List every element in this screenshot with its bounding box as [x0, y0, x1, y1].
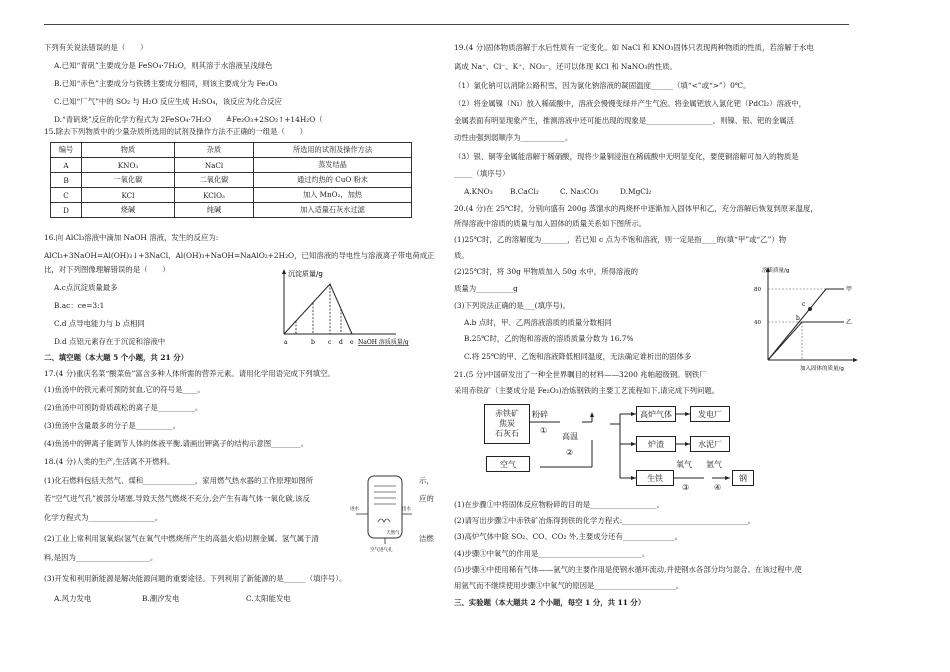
- table-row: [51, 203, 412, 218]
- flow-label-oxygen: 氧气: [676, 460, 692, 469]
- point-c-label: c: [802, 301, 806, 308]
- q20-line-3: (1)25℃时，乙的溶解度为_______，若已知 c 点为不饱和溶液，则一定是指____的(填“甲”或“乙”）物: [454, 235, 787, 244]
- q20-line-2: 所得溶液中溶质的质量与加入固体的质量关系如下图所示。: [454, 219, 647, 228]
- heater-coils: [374, 486, 396, 504]
- flow-steel-label: 钢: [739, 473, 747, 483]
- graph-point-b: b: [311, 339, 315, 346]
- q21-line-q6: 用氩气而不继续使用步骤③中氧气的原因是______________________。: [454, 581, 684, 590]
- flow-step-1: ①: [540, 426, 548, 435]
- q19-option-c: C. Na₂CO₃: [560, 187, 599, 196]
- graph-point-a: a: [284, 339, 288, 346]
- graph-tick-80: 80: [754, 287, 761, 293]
- q18-line-2: 若“空气进气孔”被部分堵塞,导致天然气燃烧不充分,会产生有毒气体一氧化碳,该反: [44, 494, 310, 503]
- q19-option-b: B.CaCl₂: [510, 187, 539, 196]
- flow-pig-iron-label: 生铁: [647, 473, 663, 483]
- table-cell: 一氧化碳: [82, 173, 175, 188]
- flow-box-steel: [732, 470, 754, 486]
- q18-option-b: B.潮汐发电: [142, 594, 180, 603]
- table-cell: 烧碱: [82, 203, 175, 218]
- table-cell: KCl: [82, 188, 175, 203]
- flow-raw-1: 赤铁矿: [495, 409, 519, 418]
- flow-power-plant-label: 发电厂: [698, 409, 722, 419]
- q14-option-b: B.已知“赤色”主要成分与铁锈主要成分相同，则该主要成分为 Fe₂O₃: [54, 79, 278, 88]
- q14-option-c: C.已知“厂气”中的 SO₂ 与 H₂O 反应生成 H₂SO₄，该反应为化合反应: [54, 97, 282, 106]
- q18-option-c: C.太阳能发电: [246, 594, 291, 603]
- q20-option-a: A.b 点时，甲、乙两溶液溶质的质量分数相同: [464, 318, 612, 327]
- graph-point-d: d: [339, 339, 343, 346]
- flow-step-3: ③: [682, 483, 690, 492]
- q20-option-b: B.25℃时，乙的饱和溶液的溶质质量分数为 16.7%: [464, 334, 634, 343]
- q21-line-q1: (1)在步骤①中将固体反应物粉碎的目的是__________________。: [454, 500, 665, 509]
- table-cell: 二氧化碳: [175, 173, 254, 188]
- section-3-title: 三、实验题（本大题共 2 个小题，每空 1 分，共 11 分）: [454, 598, 646, 607]
- q18-line-1-end: 示，: [419, 476, 434, 485]
- q19-line-6: 动性由强到弱顺序为____________。: [454, 133, 573, 142]
- flow-slag-label: 炉渣: [648, 439, 664, 449]
- q21-line-q3: (3)高炉气体中除 SO₂、CO、CO₂ 外,主要成分还有______________。: [454, 532, 682, 541]
- q16-stem: 16.向 AlCl₃溶液中滴加 NaOH 溶液，发生的反应为:: [44, 233, 219, 242]
- q18-line-2-end: 应的: [419, 494, 434, 503]
- q15-table: [50, 142, 412, 218]
- table-cell: KNO₃: [82, 158, 175, 173]
- q18-line-3: 化学方程式为__________________。: [44, 513, 163, 522]
- graph-curve: [284, 284, 352, 334]
- table-header: 编号: [51, 143, 82, 158]
- flow-box-air: [486, 456, 530, 472]
- q19-line-8: _____（填序号）: [454, 169, 510, 178]
- q20-stem: 20.(4 分)在 25℃时，分别向盛有 200g 蒸馏水的两烧杯中逐渐加入固体甲和乙，充分溶解后恢复到原来温度，: [454, 204, 818, 213]
- q20-option-c: C.将 25℃的甲、乙饱和溶液降低相同温度，无法确定谁析出的固体多: [464, 352, 692, 361]
- graph-x-label: 加入固体的质量/g: [800, 366, 844, 372]
- flow-air-label: 空气: [500, 459, 516, 469]
- graph-point-e: e: [350, 339, 354, 346]
- q17-line-3: (3)鱼汤中含量最多的分子是__________。: [44, 421, 181, 430]
- flow-box-slag: [636, 436, 676, 452]
- q18-stem: 18.(4 分)人类的生产,生活离不开燃料。: [44, 457, 175, 466]
- q20-solubility-graph: [740, 262, 860, 374]
- series-jia-label: 甲: [846, 286, 853, 293]
- q18-line-5: 料,是因为____________________。: [44, 553, 158, 562]
- table-cell: A: [51, 158, 82, 173]
- table-header: 杂质: [175, 143, 254, 158]
- heater-outlet-label: 出水: [402, 507, 411, 512]
- flame-icon: [378, 519, 390, 522]
- q19-line-3: （1）氯化钠可以消除公路积雪，因为氯化钠溶液的凝固温度______（填“<”或“>”）0℃。: [454, 81, 751, 90]
- q17-line-1: (1)鱼汤中的铁元素可预防贫血,它的符号是____。: [44, 385, 205, 394]
- table-cell: NaCl: [175, 158, 254, 173]
- q16-option-b: B.ac：ce=3:1: [54, 301, 105, 310]
- table-cell: C: [51, 188, 82, 203]
- flow-step-4: ④: [714, 483, 722, 492]
- q15-stem: 15.除去下列物质中的少量杂质所选用的试剂及操作方法不正确的一组是（ ）: [44, 127, 308, 136]
- table-cell: 加入 MnO₂，加热: [254, 188, 412, 203]
- q20-line-7: (3)下列说法正确的是___(填序号)。: [454, 301, 571, 310]
- q16-stem2: 比，对下列图像理解错误的是（ ）: [44, 265, 170, 274]
- q19-stem: 19.(4 分)固体物质溶解于水后性质有一定变化。如 NaCl 和 KNO₃固体只表现两种物质的性质，若溶解于水电: [454, 43, 814, 52]
- point-c: [808, 307, 812, 311]
- top-rule: [44, 24, 849, 25]
- q20-line-5: (2)25℃时，将 30g 甲物质加入 50g 水中，所得溶液的: [454, 267, 639, 276]
- flow-box-raw-materials: [484, 404, 530, 444]
- q21-line-q5: (5)步骤④中使用稀有气体——氩气的主要作用是使钢水循环流动,并使钢水各部分均匀混合。在该过程中,使: [454, 565, 802, 574]
- series-yi-label: 乙: [846, 319, 853, 326]
- table-row: [51, 188, 412, 203]
- q17-line-4: (4)鱼汤中的钾离子能调节人体的体液平衡,请画出钾离子的结构示意图________。: [44, 439, 309, 448]
- heater-gas-label: 天然气: [386, 531, 400, 536]
- section-2-title: 二、填空题（本大题 5 个小题，共 21 分）: [44, 353, 188, 362]
- graph-x-label: NaOH 溶质质量/g: [358, 339, 409, 346]
- q18-line-4: (2)工业上常利用氢氧焰(氢气在氧气中燃烧所产生的高温火焰)切割金属。氢气属于清: [44, 534, 319, 543]
- heater-air-label: 空气进气孔: [370, 548, 393, 553]
- table-cell: KClO₃: [175, 188, 254, 203]
- q16-graph: [276, 266, 412, 346]
- q21-line-q4: (4)步骤③中氧气的作用是____________________________。: [454, 549, 650, 558]
- q20-line-4: 质。: [454, 251, 469, 260]
- table-row: [51, 173, 412, 188]
- table-cell: D: [51, 203, 82, 218]
- table-cell: 蒸发结晶: [254, 158, 412, 173]
- flow-label-high-temp: 高温: [562, 432, 578, 441]
- flow-label-argon: 氩气: [706, 460, 722, 469]
- q19-line-2: 离成 Na⁺、Cl⁻、K⁺、NO₃⁻，还可以体现 KCl 和 NaNO₃的性质。: [454, 62, 677, 71]
- arrow-icon: [725, 476, 730, 480]
- q18-line-1: (1)化石燃料包括天然气、煤和______________，家用燃气热水器的工作原理如图所: [44, 476, 314, 485]
- table-header-row: [51, 143, 412, 158]
- point-b-label: b: [796, 315, 800, 322]
- table-row: [51, 158, 412, 173]
- q14-option-a: A.已知“青矾”主要成分是 FeSO₄·7H₂O，则其溶于水溶液呈浅绿色: [54, 61, 273, 70]
- flow-label-powder: 粉碎: [532, 410, 548, 419]
- flow-step-2: ②: [566, 448, 574, 457]
- flow-furnace-gas-label: 高炉气体: [640, 409, 672, 419]
- q18-line-4-end: 洁燃: [419, 534, 434, 543]
- q16-equation: AlCl₃+3NaOH=Al(OH)₃↓+3NaCl、Al(OH)₃+NaOH=NaAlO₂+2H₂O，已知溶液的导电性与溶液离子带电荷成正: [44, 251, 435, 260]
- heater-inlet-label: 进水: [350, 507, 359, 512]
- q20-line-6: 质量为__________g: [454, 284, 518, 293]
- flow-box-cement-plant: [690, 436, 730, 452]
- flow-raw-2: 焦炭: [499, 419, 515, 428]
- table-header: 所选用的试剂及操作方法: [254, 143, 412, 158]
- q21-stem: 21.(5 分)中国研发出了一种全世界瞩目的材料——3200 兆帕超级钢。钢铁厂: [454, 370, 707, 379]
- flow-cement-plant-label: 水泥厂: [698, 439, 722, 449]
- graph-point-c: c: [328, 339, 332, 346]
- flow-box-furnace-gas: [636, 406, 676, 422]
- graph-y-label: 沉淀质量/g: [288, 270, 323, 278]
- flow-box-power-plant: [690, 406, 730, 422]
- q16-option-a: A.c点沉淀质量最多: [54, 283, 118, 292]
- arrow-icon: [590, 412, 594, 417]
- table-cell: 通过灼热的 CuO 粉末: [254, 173, 412, 188]
- q19-line-4: （2）将金属镍（Ni）放入稀硫酸中，溶液会慢慢变绿并产生气泡。将金属钯放入氯化钯（PdCl₂）溶液中，: [454, 99, 807, 108]
- q16-option-c: C.d 点导电能力与 b 点相同: [54, 319, 145, 328]
- q14-option-d: D.“青矾烧”反应的化学方程式为 2FeSO₄·7H₂O ≜Fe₂O₃+2SO₂↑+14H₂O（: [54, 115, 323, 124]
- table-cell: B: [51, 173, 82, 188]
- series-jia: [768, 289, 844, 360]
- arrow-icon: [853, 358, 858, 362]
- flow-box-pig-iron: [636, 470, 674, 486]
- q18-option-a: A.风力发电: [54, 594, 92, 603]
- q19-option-d: D.MgCl₂: [620, 187, 652, 196]
- q14-stem: 下列有关说法错误的是（ ）: [44, 43, 148, 52]
- q19-line-5: 金属表面有明显现象产生，推测溶液中还可能出现的现象是__________________。则镍、银、钯的金属活: [454, 116, 794, 125]
- arrow-icon: [282, 269, 286, 274]
- graph-tick-40: 40: [754, 320, 761, 326]
- table-cell: 加入适量石灰水过滤: [254, 203, 412, 218]
- q21-line-2: 采用赤铁矿（主要成分是 Fe₂O₃)冶炼钢铁的主要工艺流程如下,请完成下列问题。: [454, 386, 720, 395]
- series-yi: [768, 322, 844, 360]
- table-header: 物质: [82, 143, 175, 158]
- q17-stem: 17.(4 分)重庆名菜“酸菜鱼”富含多种人体所需的营养元素。请用化学用语完成下列填空。: [44, 369, 335, 378]
- q17-line-2: (2)鱼汤中可预防骨质疏松的离子是__________。: [44, 403, 203, 412]
- graph-y-label: 溶质质量/g: [762, 268, 790, 274]
- flow-raw-3: 石灰石: [495, 429, 519, 438]
- q18-line-6: (3)开发和利用新能源是解决能源问题的重要途径。下列利用了新能源的是______（填序号）。: [44, 574, 347, 583]
- heater-body: [368, 476, 402, 538]
- table-cell: 纯碱: [175, 203, 254, 218]
- water-heater-diagram: [350, 470, 416, 554]
- q19-line-7: （3）银、铜等金属能溶解于稀硝酸，现将少量铜浸泡在稀硫酸中无明显变化，要使铜溶解可加入的物质是: [454, 152, 799, 161]
- q19-option-a: A.KNO₃: [464, 187, 493, 196]
- q21-line-q2: (2)请写出步骤②中赤铁矿冶炼得到铁的化学方程式:__________________________________。: [454, 516, 756, 525]
- q16-option-d: D.d 点铝元素存在于沉淀和溶液中: [54, 337, 166, 346]
